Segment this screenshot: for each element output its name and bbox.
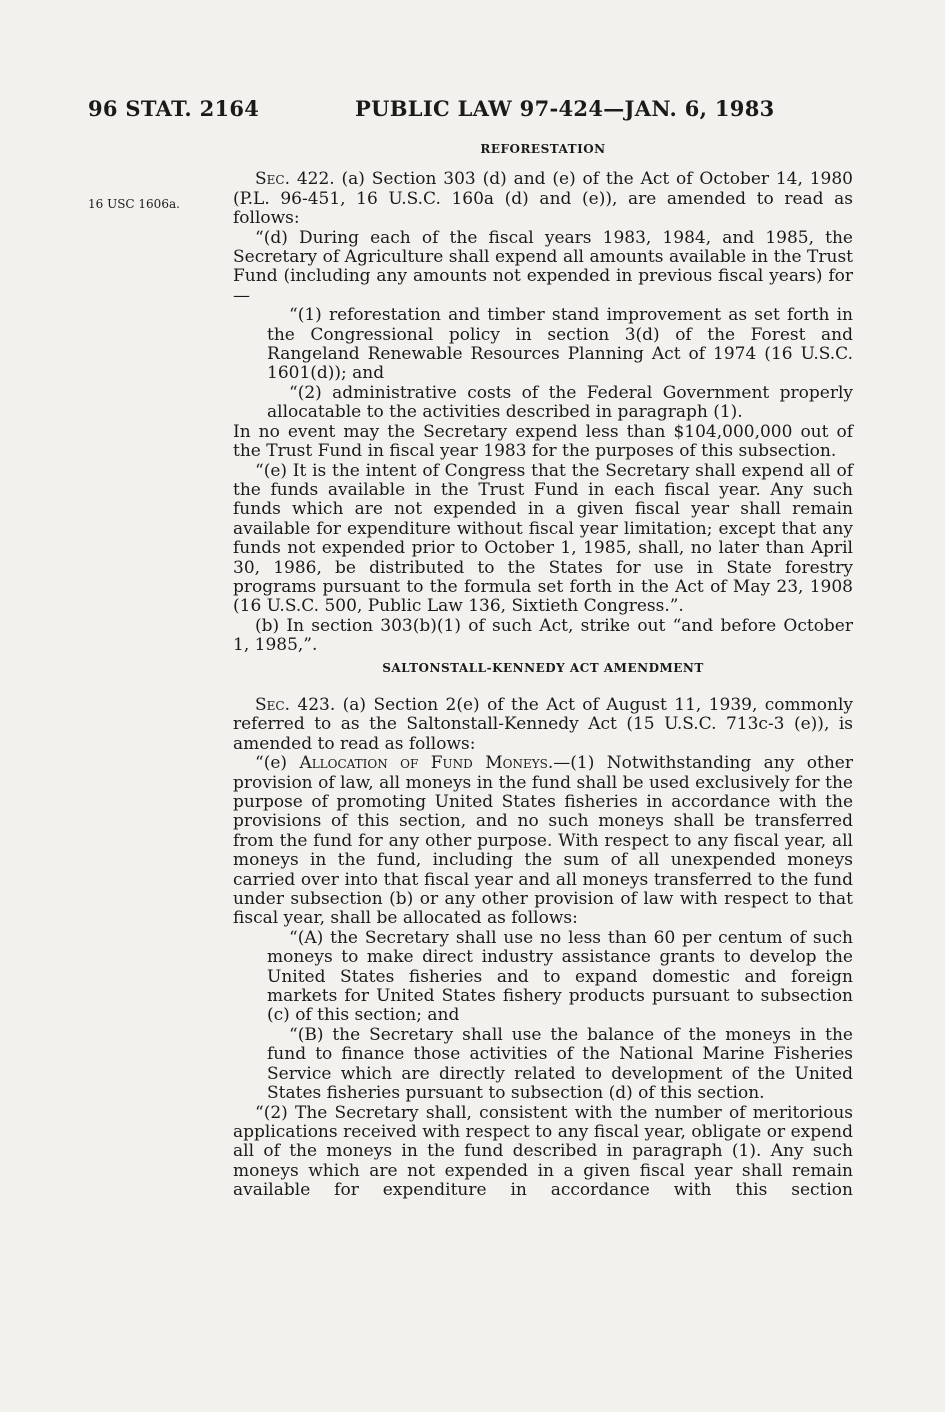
paragraph-e: “(e) It is the intent of Congress that the Secretary shall expend all of the funds available in the Trust Fund in each fiscal year. Any such funds which are not expended in a given fiscal year shall remain available for expenditure without fiscal year limitation; except that any funds not expended prior to October 1, 1985, shall, no later than April 30, 1986, be distributed to the States for use in State forestry programs pursuant to the formula set forth in the Act of May 23, 1908 (16 U.S.C. 500, Public Law 136, Sixtieth Congress.”.: [233, 460, 853, 617]
paragraph-d: “(d) During each of the fiscal years 1983, 1984, and 1985, the Secretary of Agriculture shall expend all amounts available in the Trust Fund (including any amounts not expended in previous fiscal years) for—: [233, 227, 853, 306]
paragraph-B: “(B) the Secretary shall use the balance of the moneys in the fund to finance those activities of the National Marine Fisheries Service which are directly related to development of the United States fisheries pursuant to subsection (d) of this section.: [267, 1024, 853, 1104]
paragraph-2: “(2) The Secretary shall, consistent with the number of meritorious applications received with respect to any fiscal year, obligate or expend all of the moneys in the fund described in paragraph (1). Any such moneys which are not expended in a given fiscal year shall remain available for expenditure in accordance with this section: [233, 1102, 853, 1201]
margin-citation: 16 USC 1606a.: [88, 197, 180, 211]
sec-label: Sec.: [255, 694, 290, 715]
section-422-intro: [233, 170, 853, 228]
section-heading-saltonstall: SALTONSTALL-KENNEDY ACT AMENDMENT: [382, 660, 704, 675]
running-header: PUBLIC LAW 97-424—JAN. 6, 1983: [355, 96, 775, 121]
sec-422-text: 422. (a) Section 303 (d) and (e) of the Act of October 14, 1980 (P.L. 96-451, 16 U.S.C. 160a (d) and (e)), are amended to read as follows:: [233, 169, 853, 229]
section-423-intro: [233, 696, 853, 754]
allocation-text: —(1) Notwithstanding any other provision of law, all moneys in the fund shall be used exclusively for the purpose of promoting United States fisheries in accordance with the provisions of this section, and no such moneys shall be transferred from the fund for any other purpose. With respect to any fiscal year, all moneys in the fund, including the sum of all unexpended moneys carried over into that fiscal year and all moneys transferred to the fund under subsection (b) or any other provision of law with respect to that fiscal year, shall be allocated as follows:: [233, 753, 853, 929]
body-text: [233, 140, 853, 1201]
paragraph-d-tail: In no event may the Secretary expend less than $104,000,000 out of the Trust Fund in fiscal year 1983 for the purposes of this subsection.: [233, 421, 853, 462]
paragraph-d-2: “(2) administrative costs of the Federal Government properly allocatable to the activities described in paragraph (1).: [267, 382, 853, 423]
allocation-open: “(e): [255, 753, 300, 774]
allocation-caption: Allocation of Fund Moneys.: [299, 753, 554, 774]
paragraph-allocation: [233, 754, 853, 929]
paragraph-A: “(A) the Secretary shall use no less than 60 per centum of such moneys to make direct industry assistance grants to develop the United States fisheries and to expand domestic and foreign markets for United States fishery products pursuant to subsection (c) of this section; and: [267, 927, 853, 1026]
statute-page-number: 96 STAT. 2164: [88, 96, 260, 121]
paragraph-b: (b) In section 303(b)(1) of such Act, strike out “and before October 1, 1985,”.: [233, 615, 853, 656]
section-heading-reforestation: REFORESTATION: [480, 142, 606, 156]
paragraph-d-1: “(1) reforestation and timber stand improvement as set forth in the Congressional policy in section 3(d) of the Forest and Rangeland Renewable Resources Planning Act of 1974 (16 U.S.C. 1601(d)); and: [267, 305, 853, 384]
sec-label: Sec.: [255, 169, 290, 190]
sec-423-text: 423. (a) Section 2(e) of the Act of August 11, 1939, commonly referred to as the Saltonstall-Kennedy Act (15 U.S.C. 713c-3 (e)), is amended to read as follows:: [233, 694, 853, 754]
